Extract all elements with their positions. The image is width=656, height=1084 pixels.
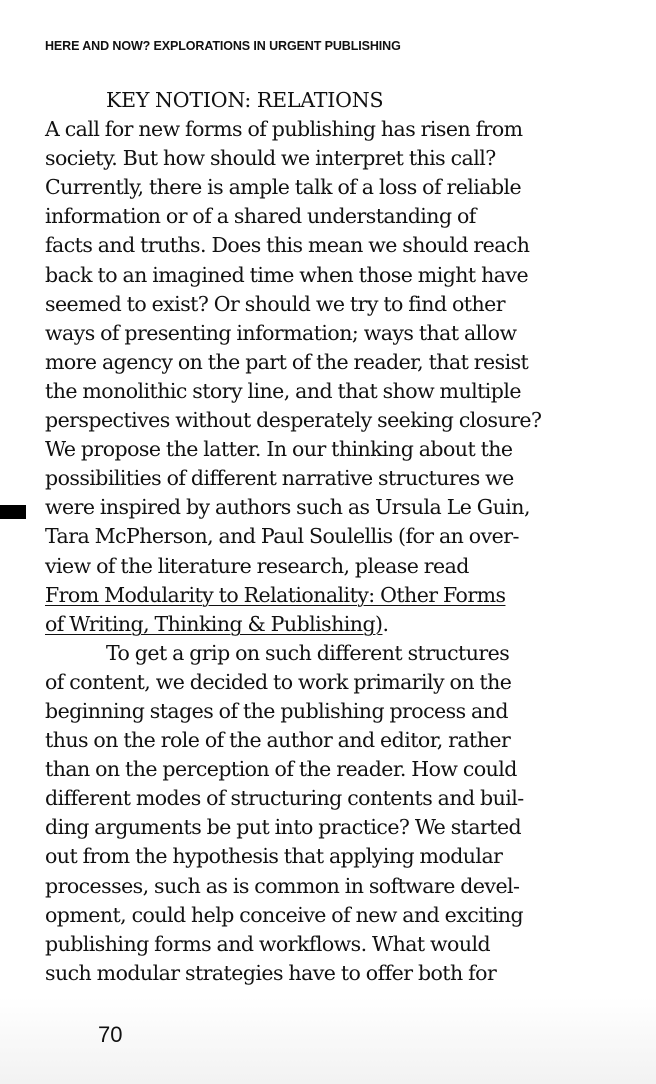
text-line: Currently, there is ample talk of a loss of reliable [45, 175, 522, 200]
text-line: ways of presenting information; ways that allow [45, 320, 517, 345]
text-line: out from the hypothesis that applying modular [45, 844, 503, 869]
text-line: of content, we decided to work primarily on the [45, 669, 512, 694]
paragraph-1 [45, 115, 645, 639]
margin-marker [0, 505, 26, 519]
text-line: the monolithic story line, and that show multiple [45, 378, 521, 403]
text-line: more agency on the part of the reader, that resist [45, 349, 529, 374]
text-line: such modular strategies have to offer both for [45, 960, 497, 985]
text-line: information or of a shared understanding of [45, 204, 476, 229]
text-line: different modes of structuring contents and buil- [45, 786, 524, 811]
text-line: perspectives without desperately seeking closure? [45, 408, 542, 433]
text-line: thus on the role of the author and editor, rather [45, 728, 511, 753]
text-line: processes, such as is common in software devel- [45, 873, 520, 898]
section-heading: KEY NOTION: RELATIONS [106, 88, 384, 112]
link-line [45, 581, 645, 610]
text-line: than on the perception of the reader. How could [45, 757, 517, 782]
text-line: were inspired by authors such as Ursula Le Guin, [45, 495, 530, 520]
text-line: To get a grip on such different structures [106, 640, 510, 665]
text-line: society. But how should we interpret this call? [45, 146, 496, 171]
body-text [45, 86, 645, 988]
text-line: seemed to exist? Or should we try to find other [45, 291, 505, 316]
running-header: HERE AND NOW? EXPLORATIONS IN URGENT PUBLISHING [45, 39, 401, 53]
text-line: A call for new forms of publishing has risen from [45, 117, 523, 142]
text-line: publishing forms and workflows. What would [45, 931, 491, 956]
page-number: 70 [98, 1022, 123, 1047]
text-line: opment, could help conceive of new and exciting [45, 902, 524, 927]
text-line: beginning stages of the publishing process and [45, 698, 508, 723]
text-line: We propose the latter. In our thinking about the [45, 437, 513, 462]
text-line: back to an imagined time when those might have [45, 262, 529, 287]
text-line: facts and truths. Does this mean we should reach [45, 233, 530, 258]
text-line: possibilities of different narrative structures we [45, 466, 514, 491]
text-line: ding arguments be put into practice? We started [45, 815, 522, 840]
paragraph-2 [45, 639, 645, 988]
text-line: Tara McPherson, and Paul Soulellis (for an over- [45, 524, 519, 549]
reference-link-part-1[interactable]: From Modularity to Relationality: Other Forms [45, 582, 506, 607]
reference-link-part-2[interactable]: of Writing, Thinking & Publishing) [45, 611, 383, 636]
text-line: view of the literature research, please read [45, 553, 469, 578]
link-line [45, 610, 645, 639]
sentence-period: . [382, 611, 389, 636]
